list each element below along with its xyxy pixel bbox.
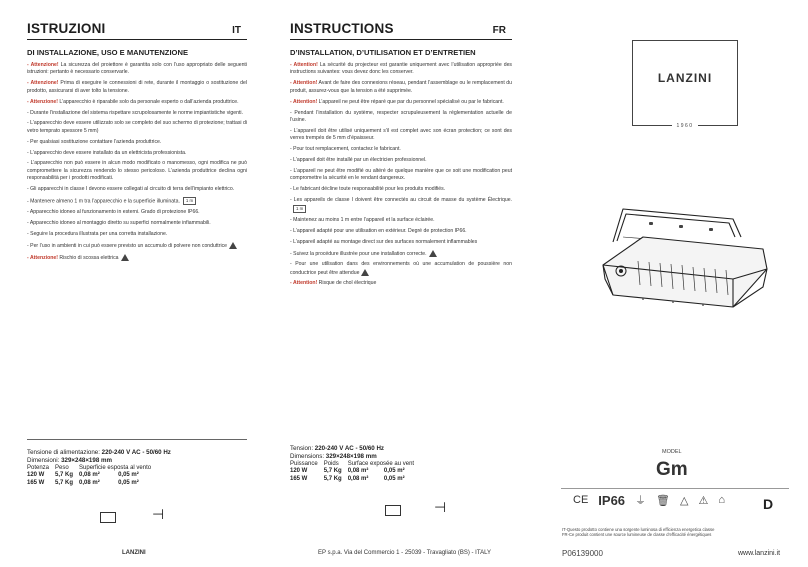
instruction-text: - Pendant l’installation du système, respecter scrupuleusement la réglementation actuelle de l’usine.	[290, 109, 512, 123]
instruction-text: La sécurité du projecteur est garantie uniquement avec l’utilisation appropriée des instructions suivantes: vous devez donc les conserver.	[290, 62, 513, 76]
fr-instruction-item	[290, 280, 512, 287]
instruction-text: - L’apparecchio deve essere utilizzato solo se completo del suo schermo di protezione; trattasi di vetro temprato spessore 5 mm)	[27, 120, 247, 134]
it-spec-table	[27, 465, 157, 488]
fr-cell: 0,08 m²	[347, 475, 369, 482]
fr-spec-table	[290, 461, 420, 484]
energy-note-it: IT-Questo prodotto contiene una sorgente luminosa di efficienza energetica classe	[562, 527, 715, 532]
logo-year: 1960	[672, 123, 697, 129]
warning-label: - Attenzione!	[27, 80, 59, 87]
shock-warning-icon: ⚠	[698, 494, 709, 507]
warning-label: - Attention!	[290, 98, 318, 105]
fr-instruction-item	[290, 186, 512, 193]
shock-warning-icon	[361, 269, 369, 276]
it-cell: 165 W	[27, 479, 45, 486]
it-cell: 120 W	[27, 472, 45, 478]
instruction-text: - Durante l’installazione del sistema rispettare scrupolosamente le norme impiantistiche vigenti.	[27, 109, 244, 116]
instruction-text: - Per l’uso in ambienti in cui può essere previsto un accumulo di polvere non conduttrice	[27, 242, 228, 249]
dust-warning-icon: △	[680, 494, 689, 507]
fr-cell: 0,08 m²	[347, 468, 369, 474]
side-view-icon: ⊣	[434, 499, 447, 515]
it-instruction-item	[27, 254, 247, 262]
it-instruction-item	[27, 220, 247, 227]
fr-instruction-item	[290, 157, 512, 164]
it-th-wind: Superficie esposta al vento	[79, 464, 152, 471]
it-cell: 0,05 m²	[118, 479, 139, 486]
fr-instruction-item	[290, 239, 512, 246]
shock-warning-icon	[121, 254, 129, 261]
energy-note	[562, 527, 752, 538]
it-instruction-item	[27, 160, 247, 182]
instruction-text: La sicurezza del proiettore è garantita solo con l’uso appropriato delle seguenti istruzioni: pertanto è necessario conservarle.	[27, 62, 248, 76]
fr-th-power: Puissance	[290, 460, 318, 467]
it-instruction-item	[27, 62, 247, 77]
flammable-surface-icon: ⌂	[718, 494, 725, 506]
warning-label: - Attenzione!	[27, 98, 58, 105]
fr-cell: 165 W	[290, 475, 308, 482]
it-voltage-value: 220-240 V AC - 50/60 Hz	[101, 449, 171, 456]
fr-th-weight: Poids	[323, 460, 339, 467]
it-footer-brand: LANZINI	[122, 550, 146, 556]
class-i-earth-icon: ⏚	[635, 495, 647, 507]
fr-cell: 0,05 m²	[383, 475, 405, 482]
it-voltage-line	[27, 449, 247, 457]
fr-subtitle: D’INSTALLATION, D’UTILISATION ET D’ENTRETIEN	[290, 48, 476, 57]
fr-instruction-item	[290, 146, 512, 153]
it-header	[27, 0, 247, 40]
it-cell: 0,08 m²	[79, 479, 100, 486]
fr-instruction-item	[290, 128, 512, 143]
fr-footer-address: EP s.p.a. Via del Commercio 1 - 25039 - Travagliato (BS) - ITALY	[318, 550, 491, 556]
fr-instruction-item	[290, 261, 512, 277]
fr-lang-code: FR	[492, 25, 506, 36]
side-view-icon: ⊣	[152, 506, 165, 522]
front-view-icon	[385, 505, 401, 516]
warning-label: - Attention!	[290, 280, 318, 287]
instruction-text: - L’appareil doit être utilisé uniquement s’il est complet avec son écran protection; ce sont des verres trempés de 5 mm d’épaisseur.	[290, 127, 512, 142]
warning-label: - Attenzione!	[27, 254, 58, 261]
fr-instruction-item	[290, 217, 512, 224]
french-column	[290, 0, 512, 291]
it-subtitle: DI INSTALLAZIONE, USO E MANUTENZIONE	[27, 48, 189, 57]
fr-cell: 0,05 m²	[383, 468, 405, 474]
instruction-text: - Pour une utilisation dans des environnements où une accumulation de poussière non conductrice peut être attendue	[290, 261, 512, 276]
it-instruction-item	[27, 231, 247, 238]
instruction-text: - L’apparecchio deve essere installato da un elettricista professionista.	[27, 149, 187, 156]
it-instruction-item	[27, 242, 247, 250]
fr-cell: 5,7 Kg	[323, 468, 342, 474]
distance-icon: 1 m	[183, 197, 196, 205]
instruction-text: - L’appareil adapté au montage direct sur des surfaces normalement inflammables	[290, 238, 478, 245]
fr-spec-block	[290, 445, 512, 483]
it-instruction-item	[27, 99, 247, 106]
logo-name: LANZINI	[657, 71, 713, 85]
model-label: MODEL	[662, 449, 682, 455]
fr-cell: 5,7 Kg	[323, 475, 342, 482]
instruction-text: - Seguire la procedura illustrata per una corretta installazione.	[27, 231, 168, 238]
it-instruction-item	[27, 186, 247, 193]
fr-th-wind: Surface exposée au vent	[347, 460, 415, 467]
instruction-text: Avant de faire des connexions réseau, pendant l’assemblage ou le remplacement du produit, assurez-vous que la tension a été supprimée.	[290, 80, 512, 94]
lanzini-logo	[632, 40, 738, 129]
warning-label: - Attention!	[290, 80, 318, 87]
fr-cell: 120 W	[290, 468, 308, 474]
fr-voltage-label: Tension:	[290, 445, 314, 452]
it-cell: 0,08 m²	[79, 472, 100, 478]
instruction-text: - L’appareil adapté pour une utilisation en extérieur. Degré de protection IP66.	[290, 227, 467, 234]
divider	[561, 488, 789, 489]
instruction-text: - Mantenere almeno 1 m tra l’apparecchio e la superficie illuminata.	[27, 198, 180, 205]
instruction-text: - Suivez la procédure illustrée pour une installation correcte.	[290, 250, 427, 257]
energy-class: D	[763, 496, 774, 512]
italian-column	[27, 0, 247, 266]
warning-label: - Attention!	[290, 62, 318, 68]
floodlight-illustration	[583, 197, 783, 347]
instruction-text: - L’appareil doit être installé par un électricien professionnel.	[290, 157, 427, 164]
fr-instruction-item	[290, 197, 512, 213]
certification-row	[573, 492, 725, 508]
fr-instruction-item	[290, 62, 512, 77]
it-cell: 0,05 m²	[118, 472, 139, 478]
fr-dim-line	[290, 453, 512, 461]
dust-warning-icon	[229, 242, 237, 249]
front-view-icon	[100, 512, 116, 523]
fr-instruction-item	[290, 168, 512, 183]
ce-mark: CE	[573, 494, 589, 506]
fr-voltage-line	[290, 445, 512, 453]
fr-instruction-item	[290, 99, 512, 106]
instruction-text: - L’appareil ne peut être modifié ou altéré de quelque manière que ce soit une modification peut compromettre la sécurité en le rendant dangereux.	[290, 167, 512, 182]
fr-instruction-item	[290, 80, 512, 95]
it-instruction-item	[27, 80, 247, 95]
it-voltage-label: Tensione di alimentazione:	[27, 449, 100, 456]
fr-instruction-item	[290, 250, 512, 258]
it-spec-block	[27, 439, 247, 487]
warning-label: - Attenzione!	[27, 62, 59, 68]
it-lang-code: IT	[232, 25, 241, 36]
fr-dim-value: 329×248×198 mm	[325, 452, 377, 460]
it-instruction-item	[27, 209, 247, 216]
instruction-text: L’appareil ne peut être réparé que par du personnel spécialisé ou par le fabricant.	[317, 98, 504, 105]
fr-heading: INSTRUCTIONS	[290, 21, 394, 36]
energy-note-fr: FR-Ce produit contient une source lumineuse de classe d’efficacité énergétiques	[562, 532, 712, 538]
fr-dim-label: Dimensions:	[290, 452, 325, 460]
it-cell: 5,7 Kg	[55, 479, 74, 486]
website-link[interactable]: www.lanzini.it	[738, 550, 781, 557]
weee-bin-icon: 🗑	[656, 494, 670, 507]
instruction-text: - L’apparecchio non può essere in alcun modo modificato o manomesso, ogni modifica ne può compromettere la sicurezza rendendo lo stesso pericoloso. L’azienda produttrice declina ogni responsabilità per i prodotti modificati.	[27, 160, 247, 182]
it-dim-value: 329×248×198 mm	[61, 456, 112, 464]
instruction-text: L’apparecchio è riparabile solo da personale esperto o dall’azienda produttrice.	[57, 98, 239, 105]
model-name: Gm	[656, 459, 688, 480]
product-code: P06139000	[562, 549, 603, 558]
fr-voltage-value: 220-240 V AC - 50/60 Hz	[314, 445, 385, 452]
it-instruction-item	[27, 110, 247, 117]
instruction-text: Rischio di scossa elettrica	[57, 254, 119, 261]
dust-warning-icon	[429, 250, 437, 257]
instruction-text: Prima di eseguire le connessioni di rete, durante il montaggio o sostituzione del prodotto, assicurarsi di aver tolto la tensione.	[27, 80, 247, 94]
instruction-text: - Gli apparecchi in classe I devono essere collegati al circuito di terra dell’impianto elettrico.	[27, 186, 235, 193]
instruction-text: - Les appareils de classe I doivent être connectés au circuit de masse du système Électrique.	[290, 197, 512, 204]
instruction-text: - Maintenez au moins 1 m entre l’appareil et la surface éclairée.	[290, 216, 435, 223]
it-dim-label: Dimensioni:	[27, 456, 60, 464]
it-instruction-item	[27, 139, 247, 146]
instruction-text: - Apparecchio idoneo al montaggio diretto su superfici normalmente infiammabili.	[27, 220, 211, 227]
instruction-text: - Per qualsiasi sostituzione contattare l’azienda produttrice.	[27, 138, 162, 145]
it-cell: 5,7 Kg	[55, 472, 74, 478]
distance-icon: 1 m	[293, 205, 306, 213]
instruction-text: - Pour tout remplacement, contactez le fabricant.	[290, 146, 401, 153]
instruction-text: Risque de chol électrique	[317, 280, 377, 287]
it-dim-line	[27, 457, 247, 465]
instruction-text: - Le fabricant décline toute responsabilité pour les produits modifiés.	[290, 186, 446, 193]
fr-instructions	[290, 62, 512, 288]
it-instruction-item	[27, 150, 247, 157]
it-th-power: Potenza	[27, 464, 50, 471]
fr-instruction-item	[290, 228, 512, 235]
instruction-text: - Apparecchio idoneo al funzionamento in esterni. Grado di protezione IP66.	[27, 209, 200, 216]
it-th-weight: Peso	[55, 464, 69, 471]
fr-header	[290, 0, 512, 40]
fr-instruction-item	[290, 110, 512, 125]
ip-rating: IP66	[598, 492, 626, 508]
it-instructions	[27, 62, 247, 262]
it-heading: ISTRUZIONI	[27, 21, 106, 36]
it-instruction-item	[27, 197, 247, 206]
it-instruction-item	[27, 120, 247, 135]
